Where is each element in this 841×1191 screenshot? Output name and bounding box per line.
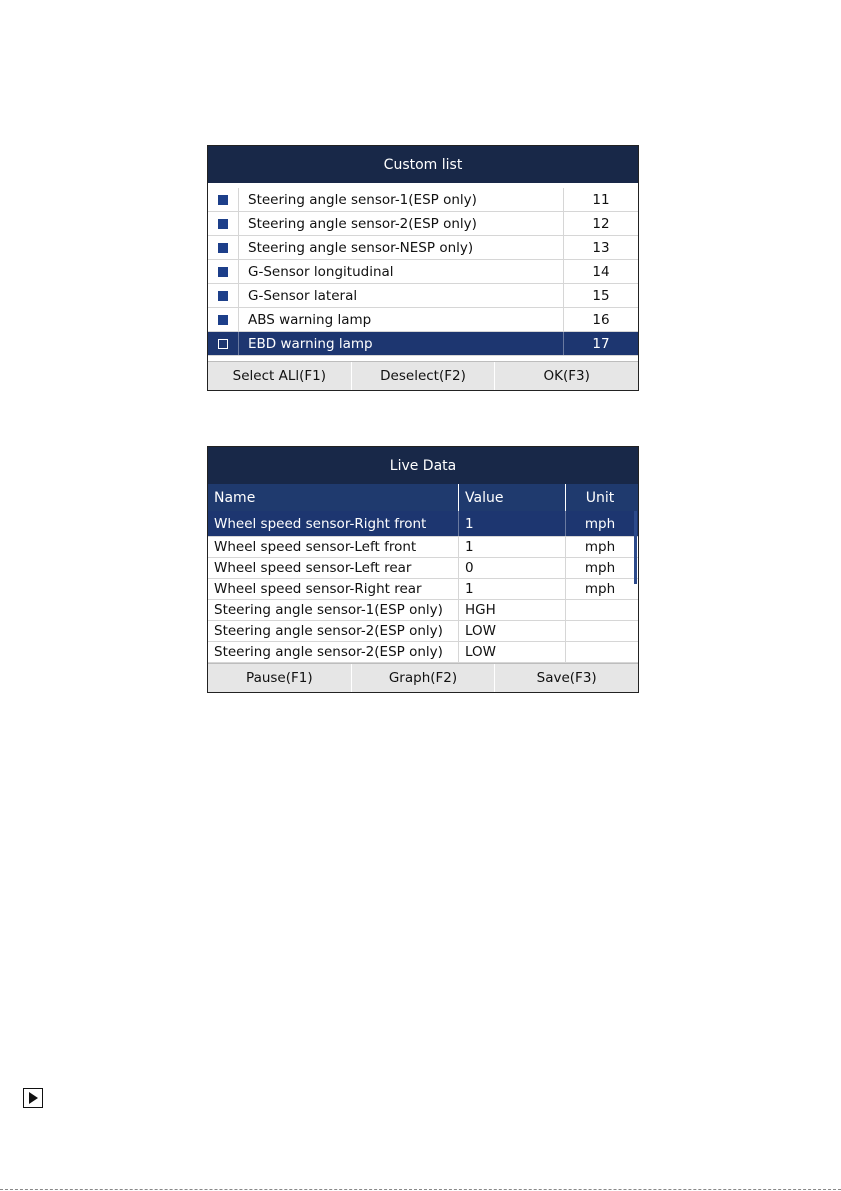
table-header — [208, 484, 638, 511]
column-header-unit: Unit — [585, 489, 615, 506]
checkbox[interactable] — [208, 188, 239, 211]
row-value: HGH — [459, 600, 566, 620]
row-unit: mph — [584, 515, 616, 532]
list-item[interactable] — [208, 284, 638, 308]
checked-square-icon — [218, 267, 228, 277]
checkbox[interactable] — [208, 308, 239, 331]
custom-list-toolbar — [208, 361, 638, 390]
row-unit — [566, 621, 634, 641]
pause-button[interactable]: Pause(F1) — [208, 664, 352, 692]
row-value: LOW — [459, 621, 566, 641]
graph-button[interactable]: Graph(F2) — [352, 664, 496, 692]
list-item-number: 17 — [592, 335, 610, 352]
row-value: 1 — [459, 579, 566, 599]
row-name: Steering angle sensor-2(ESP only) — [208, 621, 459, 641]
save-button[interactable]: Save(F3) — [536, 670, 597, 686]
row-unit: mph — [584, 581, 616, 597]
list-item[interactable] — [208, 236, 638, 260]
custom-list-panel — [207, 145, 639, 391]
list-item-number: 16 — [592, 311, 610, 328]
list-item-label: ABS warning lamp — [239, 308, 564, 331]
list-item-number: 13 — [592, 239, 610, 256]
list-item[interactable] — [208, 212, 638, 236]
list-item[interactable] — [208, 308, 638, 332]
column-header-name: Name — [208, 484, 459, 511]
custom-list-title: Custom list — [208, 146, 638, 183]
live-data-title: Live Data — [208, 447, 638, 484]
list-item-number: 11 — [592, 191, 610, 208]
list-item[interactable] — [208, 260, 638, 284]
list-item-label: G-Sensor longitudinal — [239, 260, 564, 283]
table-row[interactable] — [208, 642, 638, 663]
checked-square-icon — [218, 315, 228, 325]
checked-square-icon — [218, 219, 228, 229]
scrollbar[interactable] — [634, 511, 637, 584]
deselect-button[interactable]: Deselect(F2) — [352, 362, 496, 390]
table-row[interactable] — [208, 621, 638, 642]
row-name: Wheel speed sensor-Right rear — [208, 579, 459, 599]
row-name: Steering angle sensor-2(ESP only) — [208, 642, 459, 662]
checkbox[interactable] — [208, 236, 239, 259]
list-item-label: EBD warning lamp — [239, 332, 564, 355]
row-name: Steering angle sensor-1(ESP only) — [208, 600, 459, 620]
checkbox[interactable] — [208, 332, 239, 355]
list-item-number: 15 — [592, 287, 610, 304]
row-value: 0 — [459, 558, 566, 578]
list-item-selected[interactable] — [208, 332, 638, 356]
table-row[interactable] — [208, 558, 638, 579]
list-item-label: Steering angle sensor-NESP only) — [239, 236, 564, 259]
row-value: 1 — [459, 537, 566, 557]
checkbox[interactable] — [208, 284, 239, 307]
checked-square-icon — [218, 243, 228, 253]
select-all-button[interactable]: Select ALl(F1) — [208, 362, 352, 390]
page-footer-divider — [0, 1189, 841, 1190]
row-unit — [566, 642, 634, 662]
row-value: 1 — [459, 511, 566, 536]
list-item-number: 12 — [592, 215, 610, 232]
row-unit: mph — [584, 539, 616, 555]
ok-button[interactable]: OK(F3) — [543, 368, 590, 384]
row-name: Wheel speed sensor-Left rear — [208, 558, 459, 578]
unchecked-square-icon — [218, 339, 228, 349]
list-item[interactable] — [208, 188, 638, 212]
row-name: Wheel speed sensor-Left front — [208, 537, 459, 557]
row-name: Wheel speed sensor-Right front — [208, 511, 459, 536]
checked-square-icon — [218, 195, 228, 205]
table-row[interactable] — [208, 600, 638, 621]
checkbox[interactable] — [208, 260, 239, 283]
live-data-toolbar — [208, 663, 638, 692]
column-header-value: Value — [459, 484, 566, 511]
list-item-label: Steering angle sensor-2(ESP only) — [239, 212, 564, 235]
play-triangle-icon — [23, 1088, 43, 1108]
row-unit: mph — [584, 560, 616, 576]
list-item-label: G-Sensor lateral — [239, 284, 564, 307]
list-item-label: Steering angle sensor-1(ESP only) — [239, 188, 564, 211]
row-value: LOW — [459, 642, 566, 662]
table-row-selected[interactable] — [208, 511, 638, 537]
list-item-number: 14 — [592, 263, 610, 280]
live-data-panel — [207, 446, 639, 693]
checked-square-icon — [218, 291, 228, 301]
table-row[interactable] — [208, 579, 638, 600]
table-row[interactable] — [208, 537, 638, 558]
row-unit — [566, 600, 634, 620]
checkbox[interactable] — [208, 212, 239, 235]
